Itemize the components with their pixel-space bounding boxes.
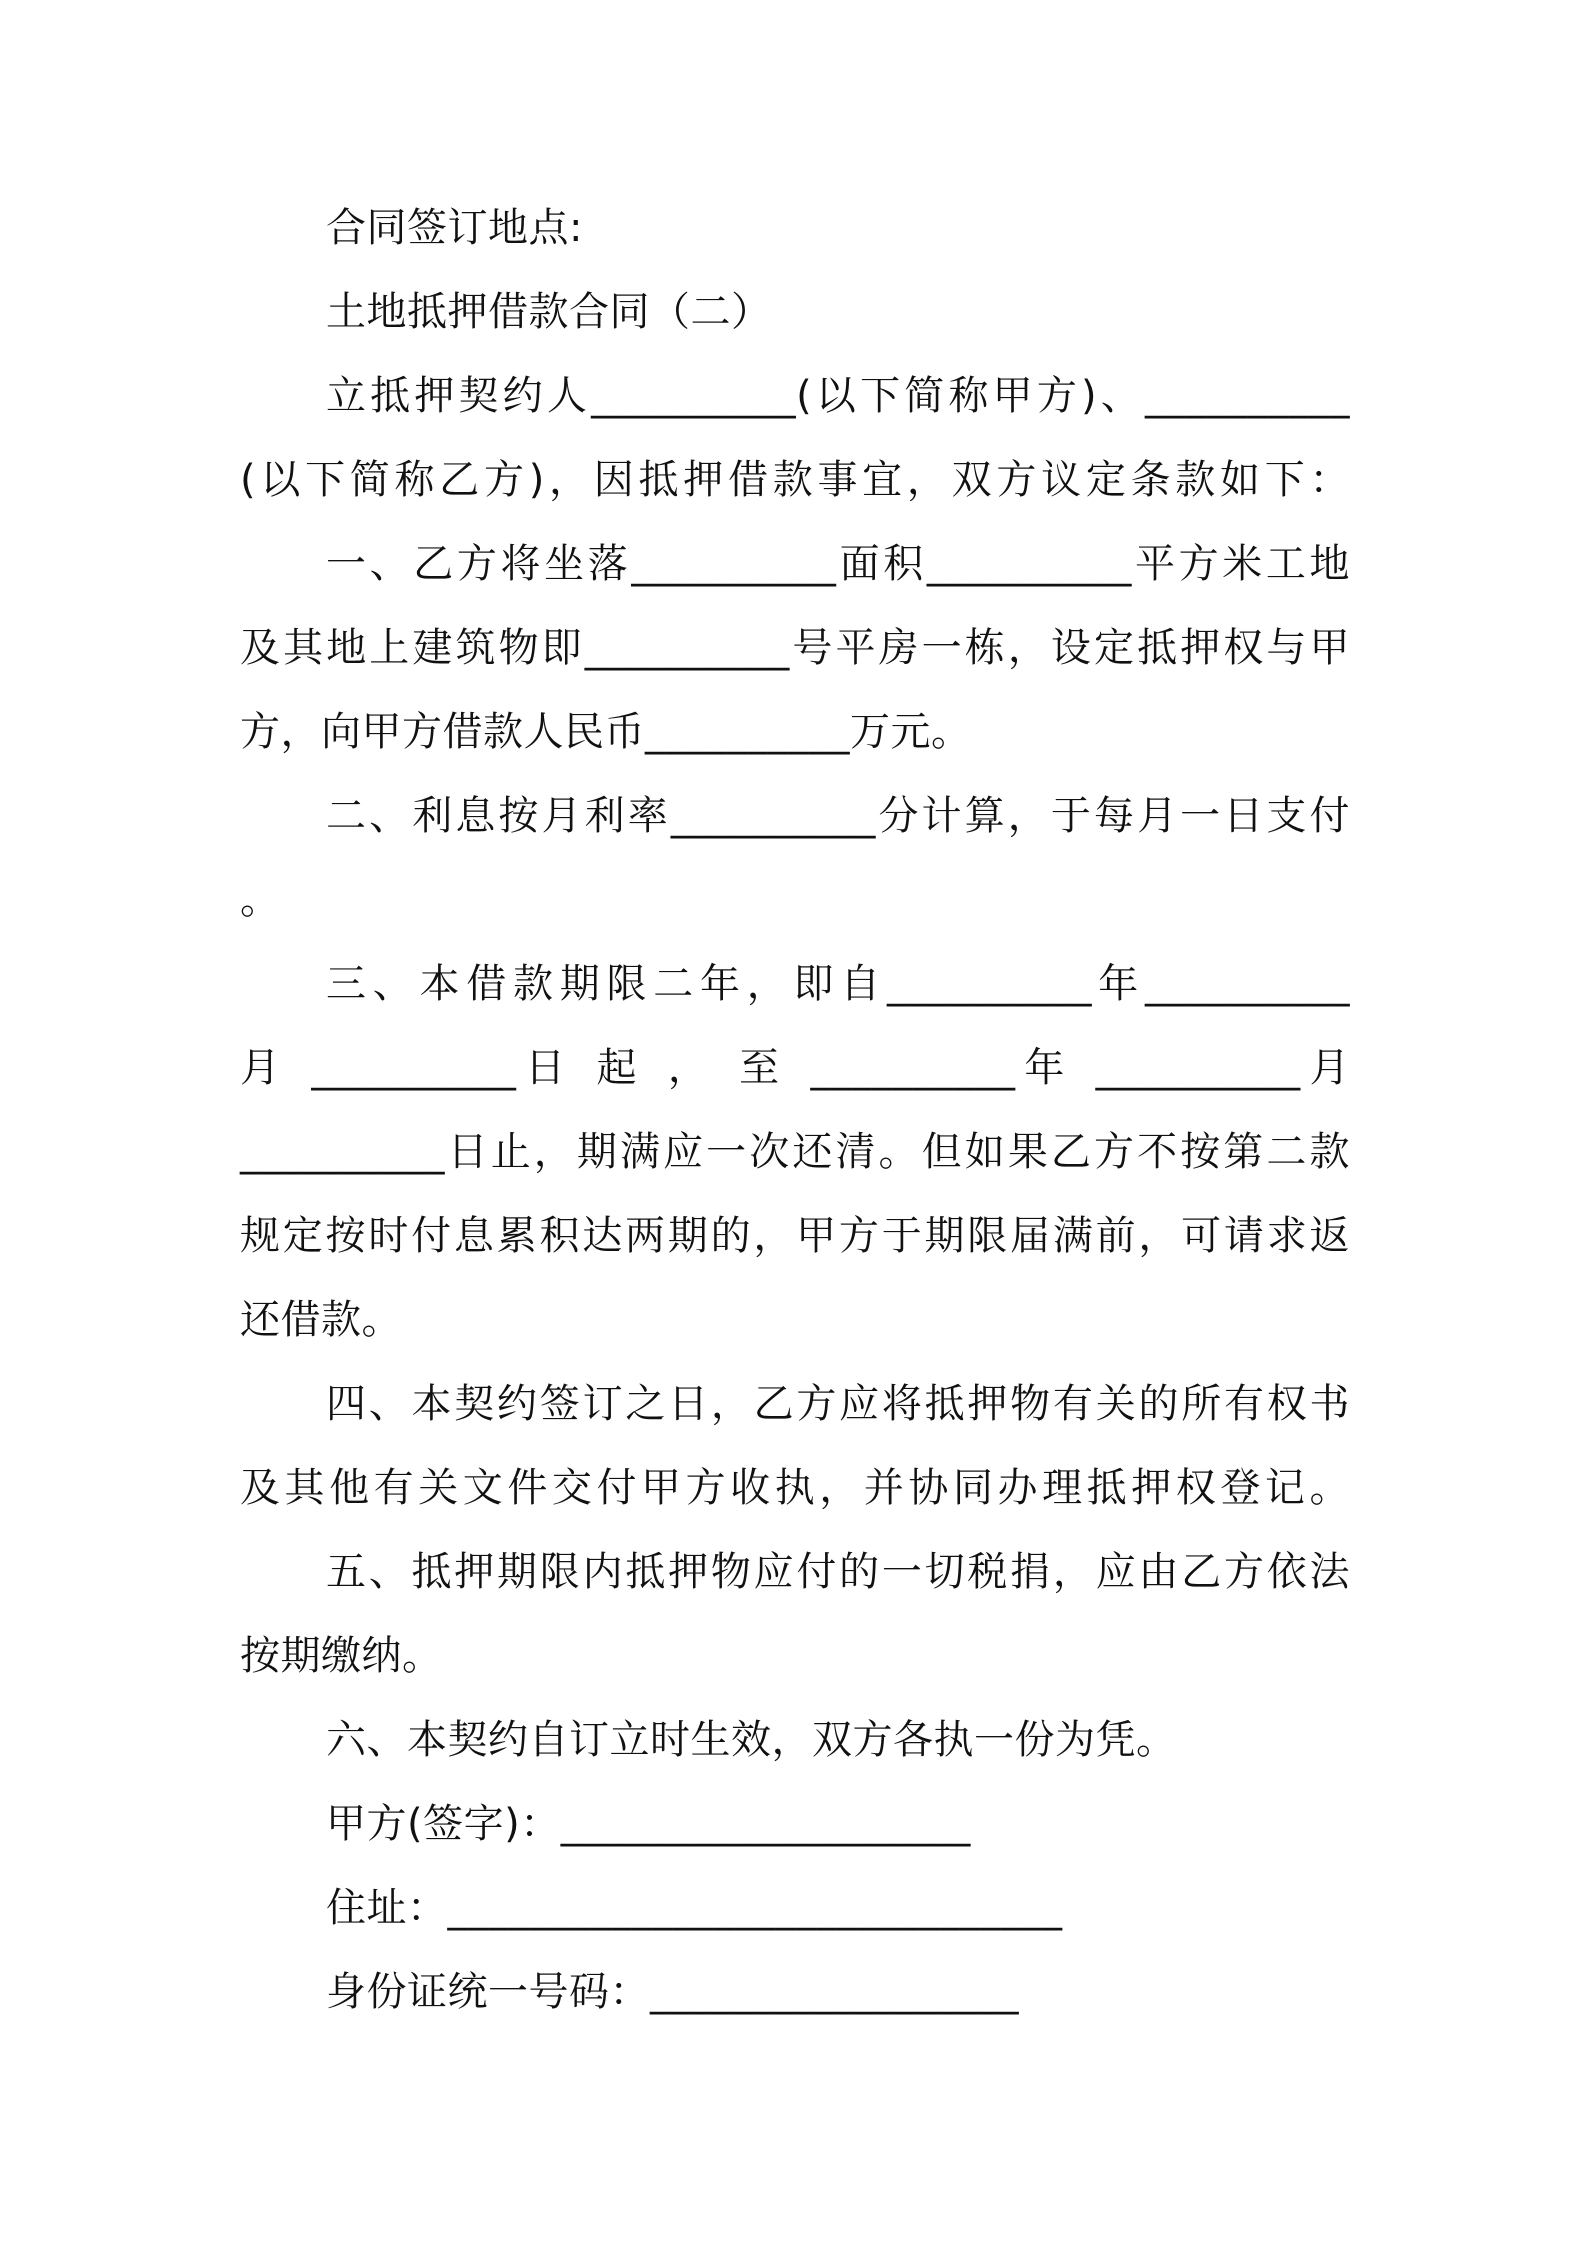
contract-title: 土地抵押借款合同（二）	[326, 289, 772, 335]
clause-three-line: 三、本借款期限二年，即自__________年__________	[326, 961, 1350, 1007]
clause-two-line: 二、利息按月利率__________分计算，于每月一日支付	[326, 793, 1350, 839]
clause-three-line: 月 __________日 起 ， 至 __________年 __________月	[240, 1045, 1350, 1091]
address-field: 住址：______________________________	[326, 1885, 1063, 1931]
clause-four-line: 及其他有关文件交付甲方收执，并协同办理抵押权登记。	[240, 1465, 1350, 1511]
paragraph-line: (以下简称乙方)，因抵押借款事宜，双方议定条款如下：	[240, 457, 1350, 503]
clause-five-line: 五、抵押期限内抵押物应付的一切税捐，应由乙方依法	[326, 1549, 1350, 1595]
id-number-field: 身份证统一号码：__________________	[326, 1969, 1019, 2015]
paragraph-line: 立抵押契约人__________(以下简称甲方)、__________	[326, 373, 1350, 419]
clause-one-line: 方，向甲方借款人民币__________万元。	[240, 709, 972, 755]
clause-five-line: 按期缴纳。	[240, 1633, 443, 1679]
clause-four-line: 四、本契约签订之日，乙方应将抵押物有关的所有权书	[326, 1381, 1350, 1427]
clause-three-line: __________日止，期满应一次还清。但如果乙方不按第二款	[240, 1129, 1350, 1175]
party-a-signature-field: 甲方(签字)：____________________	[326, 1801, 971, 1847]
signing-place-label: 合同签订地点:	[326, 205, 583, 251]
clause-three-line: 规定按时付息累积达两期的，甲方于期限届满前，可请求返	[240, 1213, 1350, 1259]
clause-three-line: 还借款。	[240, 1297, 402, 1343]
clause-one-line: 及其地上建筑物即__________号平房一栋，设定抵押权与甲	[240, 625, 1350, 671]
clause-two-line: 。	[240, 877, 281, 923]
clause-six-line: 六、本契约自订立时生效，双方各执一份为凭。	[326, 1717, 1177, 1763]
clause-one-line: 一、乙方将坐落__________面积__________平方米工地	[326, 541, 1350, 587]
